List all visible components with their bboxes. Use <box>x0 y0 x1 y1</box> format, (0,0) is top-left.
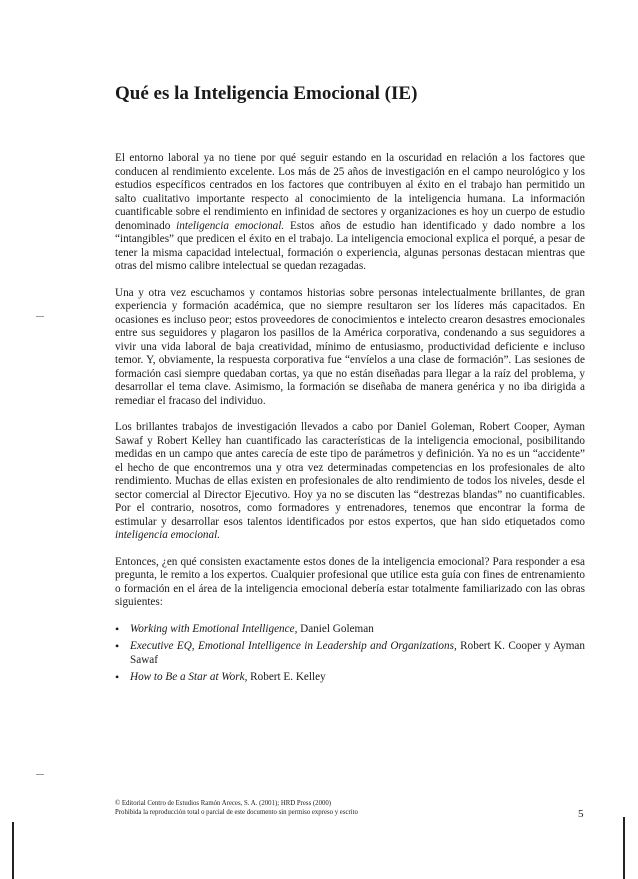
reference-title: How to Be a Star at Work, <box>130 671 248 683</box>
paragraph-1-text-a: El entorno laboral ya no tiene por qué seguir estando en la oscuridad en relación a los factores que conducen al rendimiento excelente. Los más de 25 años de investigación en el campo neurológico y los estudios específicos centrados en los factores que contribuyen al éxito en el trabajo han permitido un salto cualitativo importante respecto al conocimiento de la inteligencia humana. La información cuantificable sobre el rendimiento en infinidad de sectores y organizaciones es hoy un cuerpo de estudio denominado <box>115 152 585 232</box>
bullet-icon: • <box>115 639 120 653</box>
reproduction-notice: Prohibida la reproducción total o parcial de este documento sin permiso expreso y escrito <box>115 808 358 816</box>
bullet-icon: • <box>115 621 120 636</box>
page-title: Qué es la Inteligencia Emocional (IE) <box>115 83 418 104</box>
copyright-line: © Editorial Centro de Estudios Ramón Areces, S. A. (2001); HRD Press (2000) <box>115 800 332 807</box>
paragraph-3-term: inteligencia emocional. <box>115 529 221 541</box>
margin-tick <box>36 774 44 775</box>
paragraph-2: Una y otra vez escuchamos y contamos historias sobre personas intelectualmente brillantes, de gran experiencia y formación académica, que no siempre resultaron ser los líderes más capacitados. En ocasiones es incluso peor; estos proveedores de conocimientos e intelecto crearon desastres emocionales entre sus seguidores y plagaron los pasillos de la América corporativa, condenando a sus seguidores a vivir una vida laboral de baja creatividad, mínimo de entusiasmo, productividad deficiente e incluso temor. Y, obviamente, la respuesta corporativa fue “envíelos a una clase de formación”. Las sesiones de formación casi siempre quedaban cortas, ya que no están diseñadas para llegar a la raíz del problema, y desarrollar el tema clave. Asimismo, la formación se diseñaba de manera genérica y no iba dirigida a remediar el fracaso del individuo. <box>115 286 585 407</box>
paragraph-1-text-b: Estos años de estudio han identificado y dado nombre a los “intangibles” que predicen el éxito en el trabajo. La inteligencia emocional explica el porqué, a pesar de tener la misma capacidad intelectual, formación o experiencia, algunas personas destacan mientras que otras del mismo calibre intelectual se quedan rezagadas. <box>115 219 586 272</box>
reference-title: Working with Emotional Intelligence, <box>130 622 298 635</box>
reference-item <box>115 640 585 667</box>
body-text <box>115 152 585 689</box>
reference-item <box>115 623 585 637</box>
paragraph-3 <box>115 421 585 543</box>
reference-author: Robert K. Cooper y Ayman Sawaf <box>130 640 585 666</box>
paragraph-4: Entonces, ¿en qué consisten exactamente estos dones de la inteligencia emocional? Para responder a esa pregunta, le remito a los expertos. Cualquier profesional que utilice esta guía con fines de entrenamiento o formación en el área de la inteligencia emocional debería estar totalmente familiarizado con las obras siguientes: <box>115 555 585 608</box>
binding-edge-right <box>623 817 625 879</box>
reference-list <box>115 623 585 685</box>
page-number: 5 <box>578 808 584 820</box>
reference-item <box>115 671 585 685</box>
binding-edge-left <box>12 822 14 879</box>
margin-tick <box>36 316 44 317</box>
reference-author: Robert E. Kelley <box>247 671 326 683</box>
paragraph-1-term: inteligencia emocional. <box>176 219 285 232</box>
reference-author: Daniel Goleman <box>297 622 374 635</box>
paragraph-1 <box>115 152 585 274</box>
copyright-footer <box>115 800 585 817</box>
paragraph-3-text: Los brillantes trabajos de investigación llevados a cabo por Daniel Goleman, Robert Cooper, Ayman Sawaf y Robert Kelley han cuantificado las características de la inteligencia emocional, posibilitando medidas en un campo que antes carecía de este tipo de parámetros y definición. Ya no es un “accidente” el hecho de que encontremos una y otra vez determinadas competencias en los profesionales de alto rendimiento. Muchas de ellas existen en profesionales de alto rendimiento de todos los niveles, desde el sector comercial al Director Ejecutivo. Hoy ya no se discuten las “destrezas blandas” no cuantificables. Por el contrario, nosotros, como formadores y entrenadores, tenemos que encontrar la forma de estimular y desarrollar esos talentos identificados por estos expertos, que han sido etiquetados como <box>115 421 585 528</box>
bullet-icon: • <box>115 670 120 684</box>
reference-title: Executive EQ, Emotional Intelligence in Leadership and Organizations, <box>130 640 457 652</box>
